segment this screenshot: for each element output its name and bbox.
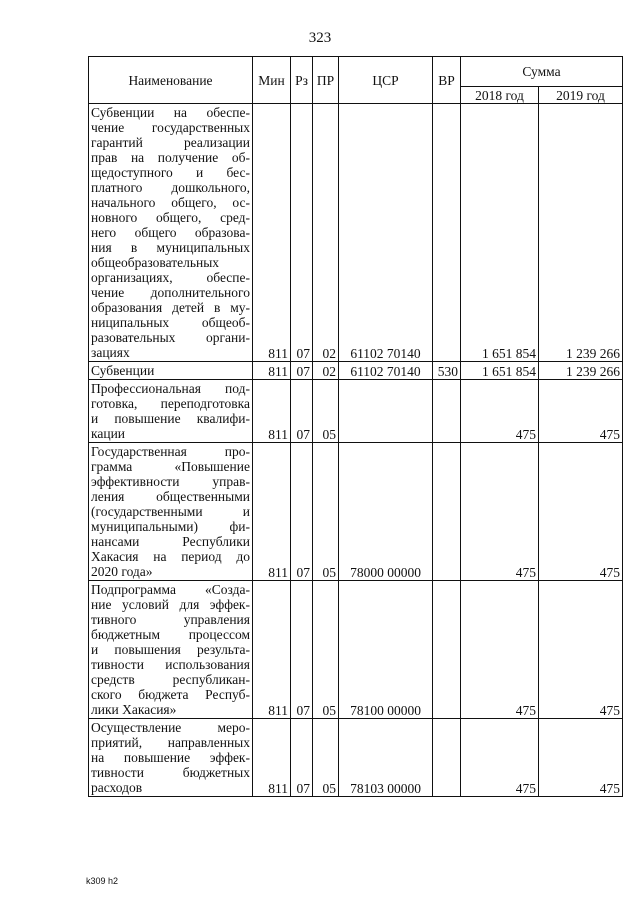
cell-rz: 07 — [291, 719, 313, 797]
row-name-line: начального общего, ос- — [91, 195, 250, 210]
cell-vr: 530 — [433, 362, 461, 380]
row-name-line: образования детей в му- — [91, 300, 250, 315]
row-name-line: (государственными и — [91, 504, 250, 519]
header-name: Наименование — [89, 57, 253, 104]
row-name-line: нансами Республики — [91, 534, 250, 549]
cell-pr: 02 — [313, 362, 339, 380]
row-name-line: Подпрограмма «Созда- — [91, 582, 250, 597]
cell-pr: 05 — [313, 380, 339, 443]
row-name-line: ния в муниципальных — [91, 240, 250, 255]
cell-pr: 05 — [313, 719, 339, 797]
row-name-line: на повышение эффек- — [91, 750, 250, 765]
row-name-line: разовательных органи- — [91, 330, 250, 345]
row-name-line: эффективности управ- — [91, 474, 250, 489]
row-name-line: готовка, переподготовка — [91, 396, 250, 411]
cell-rz: 07 — [291, 380, 313, 443]
row-name-line: зациях — [91, 345, 130, 360]
table-row — [89, 719, 623, 797]
row-name-line: гарантий реализации — [91, 135, 250, 150]
header-year-2019: 2019 год — [539, 87, 623, 104]
cell-min: 811 — [253, 719, 291, 797]
row-name-line: приятий, направленных — [91, 735, 250, 750]
cell-2019: 475 — [539, 719, 623, 797]
cell-pr: 02 — [313, 104, 339, 362]
cell-2018: 1 651 854 — [461, 362, 539, 380]
row-name-line: Субвенции на обеспе- — [91, 105, 250, 120]
cell-2018: 475 — [461, 380, 539, 443]
cell-2019: 475 — [539, 380, 623, 443]
cell-min: 811 — [253, 362, 291, 380]
row-name-line: общеобразовательных — [91, 255, 220, 270]
cell-min: 811 — [253, 443, 291, 581]
cell-2018: 475 — [461, 719, 539, 797]
row-name-line: новного общего, сред- — [91, 210, 250, 225]
cell-vr — [433, 380, 461, 443]
row-name-line: тивности использования — [91, 657, 250, 672]
row-name-line: ского бюджета Респуб- — [91, 687, 250, 702]
row-name-line: чение государственных — [91, 120, 250, 135]
row-name-line: тивного управления — [91, 612, 250, 627]
row-name-line: ниципальных общеоб- — [91, 315, 250, 330]
header-pr: ПР — [313, 57, 339, 104]
row-name-line: Профессиональная под- — [91, 381, 250, 396]
cell-2018: 475 — [461, 443, 539, 581]
row-name-line: прав на получение об- — [91, 150, 250, 165]
row-name-line: ления общественными — [91, 489, 250, 504]
row-name-line: организациях, обеспе- — [91, 270, 250, 285]
row-name-line: чение дополнительного — [91, 285, 250, 300]
cell-vr — [433, 719, 461, 797]
header-csr: ЦСР — [339, 57, 433, 104]
cell-pr: 05 — [313, 443, 339, 581]
table-row — [89, 104, 623, 362]
row-name-line: 2020 года» — [91, 564, 153, 579]
cell-min: 811 — [253, 380, 291, 443]
cell-2019: 1 239 266 — [539, 362, 623, 380]
row-name-line: Субвенции — [91, 363, 155, 378]
cell-vr — [433, 104, 461, 362]
row-name-line: щедоступного и бес- — [91, 165, 250, 180]
row-name-line: Хакасия на период до — [91, 549, 250, 564]
cell-min: 811 — [253, 581, 291, 719]
row-name-line: муниципальными) фи- — [91, 519, 250, 534]
table-row — [89, 581, 623, 719]
cell-min: 811 — [253, 104, 291, 362]
row-name-line: расходов — [91, 780, 143, 795]
cell-vr — [433, 581, 461, 719]
cell-rz: 07 — [291, 443, 313, 581]
header-min: Мин — [253, 57, 291, 104]
footer-code: k309 h2 — [86, 876, 119, 886]
table-row — [89, 362, 623, 380]
row-name-line: платного дошкольного, — [91, 180, 250, 195]
row-name-line: лики Хакасия» — [91, 702, 177, 717]
row-name-line: средств республикан- — [91, 672, 250, 687]
row-name — [89, 443, 253, 581]
cell-csr: 61102 70140 — [339, 104, 433, 362]
cell-2019: 1 239 266 — [539, 104, 623, 362]
row-name — [89, 581, 253, 719]
row-name-line: грамма «Повышение — [91, 459, 250, 474]
cell-csr: 61102 70140 — [339, 362, 433, 380]
cell-rz: 07 — [291, 362, 313, 380]
row-name-line: кации — [91, 426, 126, 441]
table-row — [89, 380, 623, 443]
cell-vr — [433, 443, 461, 581]
row-name — [89, 380, 253, 443]
header-year-2018: 2018 год — [461, 87, 539, 104]
row-name-line: Государственная про- — [91, 444, 250, 459]
table-row — [89, 443, 623, 581]
cell-csr: 78103 00000 — [339, 719, 433, 797]
header-rz: Рз — [291, 57, 313, 104]
header-sum: Сумма — [461, 57, 623, 87]
row-name-line: и повышения результа- — [91, 642, 250, 657]
row-name-line: тивности бюджетных — [91, 765, 250, 780]
row-name-line: Осуществление меро- — [91, 720, 250, 735]
page-number: 323 — [308, 30, 332, 46]
header-vr: ВР — [433, 57, 461, 104]
cell-2019: 475 — [539, 443, 623, 581]
cell-csr — [339, 380, 433, 443]
cell-2018: 1 651 854 — [461, 104, 539, 362]
row-name — [89, 362, 253, 380]
cell-pr: 05 — [313, 581, 339, 719]
cell-2018: 475 — [461, 581, 539, 719]
row-name-line: бюджетным процессом — [91, 627, 250, 642]
row-name-line: него общего образова- — [91, 225, 250, 240]
budget-table — [88, 56, 623, 797]
cell-rz: 07 — [291, 581, 313, 719]
row-name-line: и повышение квалифи- — [91, 411, 250, 426]
cell-2019: 475 — [539, 581, 623, 719]
cell-csr: 78000 00000 — [339, 443, 433, 581]
cell-rz: 07 — [291, 104, 313, 362]
cell-csr: 78100 00000 — [339, 581, 433, 719]
row-name — [89, 719, 253, 797]
row-name-line: ние условий для эффек- — [91, 597, 250, 612]
row-name — [89, 104, 253, 362]
